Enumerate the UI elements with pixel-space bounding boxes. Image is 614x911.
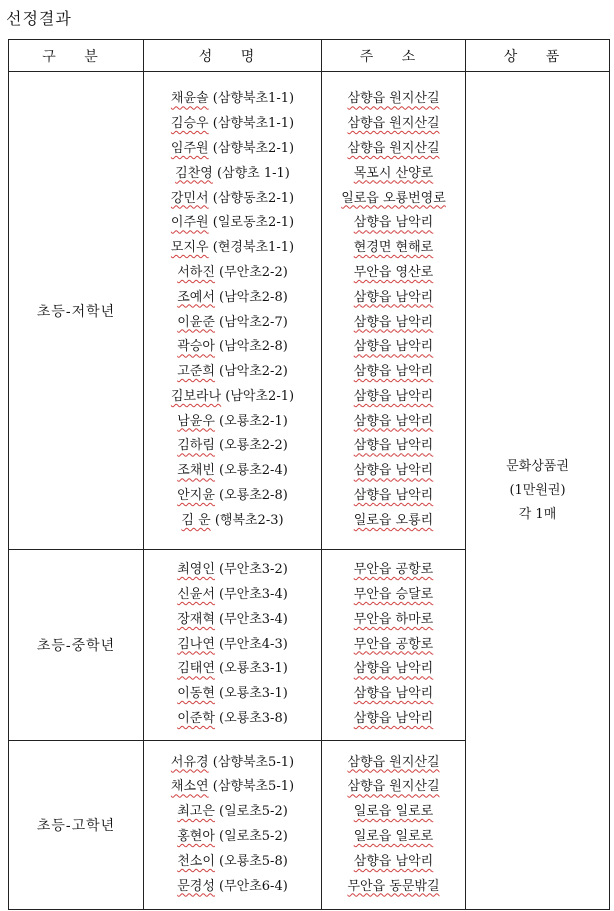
student-entry (144, 682, 321, 707)
address-entry (322, 360, 465, 385)
address-entry (322, 236, 465, 261)
address-entry (322, 825, 465, 850)
student-name: 김 운 (181, 512, 211, 528)
address-entry (322, 261, 465, 286)
student-name: 김하림 (177, 438, 215, 454)
student-address: 삼향읍 남악리 (353, 314, 434, 330)
student-address: 일로읍 오룡리 (353, 512, 434, 528)
student-address: 무안읍 승달로 (353, 587, 434, 602)
address-entry (322, 850, 465, 875)
student-address: 일로읍 일로로 (353, 829, 434, 844)
student-entry (144, 875, 321, 900)
student-address: 삼향읍 원지산길 (347, 140, 440, 156)
student-address: 삼향읍 원지산길 (347, 116, 440, 132)
student-name: 김보라나 (170, 388, 222, 404)
student-address: 삼향읍 남악리 (353, 463, 434, 479)
student-name: 남윤우 (177, 413, 215, 429)
student-entry (144, 360, 321, 385)
student-school: (삼향초 1-1) (216, 165, 290, 181)
address-entry (322, 484, 465, 509)
student-school: (남악초2-1) (225, 388, 295, 404)
address-entry (322, 335, 465, 360)
group-row-lower (9, 72, 610, 550)
student-entry (144, 261, 321, 286)
student-entry (144, 825, 321, 850)
student-name: 채윤솔 (170, 91, 209, 107)
address-entry (322, 187, 465, 212)
student-school: (삼향북초2-1) (212, 140, 295, 156)
prize-line-3: 각 1매 (518, 506, 557, 522)
student-address: 일로읍 일로로 (353, 804, 434, 820)
student-school: (일로초5-2) (219, 804, 288, 820)
student-entry (144, 410, 321, 435)
student-entry (144, 434, 321, 459)
student-name: 서유경 (170, 754, 209, 770)
student-entry (144, 286, 321, 311)
student-school: (삼향북초5-1) (212, 754, 295, 770)
prize-cell (466, 72, 610, 910)
student-address: 삼향읍 남악리 (353, 438, 434, 454)
student-school: (현경북초1-1) (212, 240, 295, 256)
student-school: (행복초2-3) (214, 512, 284, 528)
student-address: 일로읍 오룡번영로 (341, 190, 446, 206)
address-entry (322, 509, 465, 534)
header-row (9, 40, 610, 72)
address-cell (322, 550, 466, 741)
student-entry (144, 509, 321, 534)
student-entry (144, 137, 321, 162)
address-entry (322, 657, 465, 682)
student-school: (남악초2-8) (219, 289, 288, 305)
student-address: 무안읍 공항로 (353, 562, 434, 578)
category-cell: 초등-저학년 (9, 72, 144, 550)
student-school: (남악초2-2) (219, 364, 288, 380)
student-name: 조예서 (177, 289, 215, 305)
student-school: (오룡초2-4) (219, 463, 288, 479)
student-name: 최고은 (177, 804, 215, 820)
student-address: 삼향읍 원지산길 (347, 779, 440, 795)
address-entry (322, 286, 465, 311)
student-school: (무안초3-4) (219, 587, 288, 602)
address-entry (322, 751, 465, 776)
student-address: 목포시 산양로 (353, 165, 434, 181)
student-name: 안지윤 (177, 488, 215, 504)
student-name: 모지우 (170, 240, 209, 256)
student-school: (오룡초3-1) (219, 661, 288, 677)
address-entry (322, 707, 465, 732)
student-address: 무안읍 영산로 (353, 264, 434, 280)
page-title: 선정결과 (6, 9, 72, 28)
student-address: 삼향읍 남악리 (353, 853, 434, 869)
student-address: 삼향읍 남악리 (353, 710, 434, 726)
student-entry (144, 751, 321, 776)
student-entry (144, 583, 321, 608)
student-school: (남악초2-7) (219, 314, 288, 330)
student-address: 삼향읍 남악리 (353, 661, 434, 677)
header-prize: 상 품 (466, 40, 610, 72)
student-entry (144, 707, 321, 732)
student-address: 삼향읍 남악리 (353, 339, 434, 355)
student-name: 김찬영 (175, 165, 213, 181)
student-name: 곽승아 (177, 339, 215, 355)
address-cell (322, 72, 466, 550)
student-entry (144, 162, 321, 187)
address-entry (322, 775, 465, 800)
address-entry (322, 211, 465, 236)
student-school: (일로동초2-1) (212, 215, 295, 231)
address-entry (322, 137, 465, 162)
student-address: 삼향읍 남악리 (353, 215, 434, 231)
address-entry (322, 459, 465, 484)
student-address: 무안읍 하마로 (353, 611, 434, 627)
student-entry (144, 633, 321, 658)
student-entry (144, 211, 321, 236)
student-school: (남악초2-8) (219, 339, 288, 355)
student-name: 신윤서 (177, 587, 215, 602)
student-address: 현경면 현해로 (353, 240, 434, 256)
address-entry (322, 583, 465, 608)
prize-line-2: (1만원권) (509, 482, 566, 498)
address-entry (322, 87, 465, 112)
student-school: (오룡초3-8) (219, 710, 288, 726)
student-name: 천소이 (177, 853, 215, 869)
address-entry (322, 633, 465, 658)
student-name: 고준희 (177, 364, 215, 380)
student-address: 삼향읍 원지산길 (347, 754, 440, 770)
student-school: (무안초4-3) (219, 636, 288, 652)
student-school: (삼향북초5-1) (212, 779, 295, 795)
student-address: 삼향읍 원지산길 (347, 91, 440, 107)
student-entry (144, 800, 321, 825)
student-address: 삼향읍 남악리 (353, 413, 434, 429)
address-cell (322, 741, 466, 910)
student-address: 삼향읍 남악리 (353, 388, 434, 404)
student-entry (144, 608, 321, 633)
student-school: (오룡초3-1) (219, 686, 288, 702)
address-entry (322, 682, 465, 707)
student-name: 이윤준 (177, 314, 215, 330)
student-address: 무안읍 공항로 (353, 636, 434, 652)
student-name: 김승우 (170, 116, 209, 132)
student-entry (144, 311, 321, 336)
student-entry (144, 87, 321, 112)
category-cell: 초등-고학년 (9, 741, 144, 910)
student-address: 무안읍 동문밖길 (347, 878, 440, 894)
student-entry (144, 558, 321, 583)
category-cell: 초등-중학년 (9, 550, 144, 741)
student-address: 삼향읍 남악리 (353, 289, 434, 305)
student-entry (144, 657, 321, 682)
student-school: (무안초6-4) (219, 878, 288, 894)
student-school: (오룡초2-1) (219, 413, 288, 429)
address-entry (322, 608, 465, 633)
address-entry (322, 385, 465, 410)
header-address: 주 소 (322, 40, 466, 72)
student-name: 채소연 (170, 779, 209, 795)
student-name: 이준학 (177, 710, 215, 726)
student-school: (오룡초5-8) (219, 853, 288, 869)
student-school: (삼향동초2-1) (212, 190, 295, 206)
address-entry (322, 410, 465, 435)
student-school: (삼향북초1-1) (212, 91, 295, 107)
student-name: 이동현 (177, 686, 215, 702)
name-cell (144, 741, 322, 910)
student-address: 삼향읍 남악리 (353, 686, 434, 702)
address-entry (322, 162, 465, 187)
student-name: 조채빈 (177, 463, 215, 479)
header-category: 구 분 (9, 40, 144, 72)
student-entry (144, 112, 321, 137)
student-school: (삼향북초1-1) (212, 116, 295, 132)
student-school: (일로초5-2) (219, 829, 288, 844)
student-school: (무안초3-2) (219, 562, 288, 578)
prize-line-1: 문화상품권 (506, 458, 569, 474)
address-entry (322, 434, 465, 459)
address-entry (322, 112, 465, 137)
student-entry (144, 335, 321, 360)
student-name: 홍현아 (177, 829, 215, 844)
address-entry (322, 800, 465, 825)
student-name: 장재혁 (177, 611, 215, 627)
student-address: 삼향읍 남악리 (353, 364, 434, 380)
student-school: (무안초3-4) (219, 611, 288, 627)
student-entry (144, 187, 321, 212)
address-entry (322, 875, 465, 900)
student-name: 임주원 (170, 140, 209, 156)
student-name: 이주원 (170, 215, 209, 231)
student-entry (144, 236, 321, 261)
student-name: 김태연 (177, 661, 215, 677)
student-school: (오룡초2-2) (219, 438, 288, 454)
student-school: (무안초2-2) (219, 264, 288, 280)
student-school: (오룡초2-8) (219, 488, 288, 504)
student-entry (144, 484, 321, 509)
student-entry (144, 775, 321, 800)
address-entry (322, 311, 465, 336)
student-name: 강민서 (170, 190, 209, 206)
student-name: 문경성 (177, 878, 215, 894)
student-name: 서하진 (177, 264, 215, 280)
student-name: 최영인 (177, 562, 215, 578)
student-entry (144, 459, 321, 484)
header-name: 성 명 (144, 40, 322, 72)
name-cell (144, 550, 322, 741)
student-entry (144, 385, 321, 410)
student-address: 삼향읍 남악리 (353, 488, 434, 504)
student-entry (144, 850, 321, 875)
results-table (8, 39, 610, 910)
address-entry (322, 558, 465, 583)
name-cell (144, 72, 322, 550)
student-name: 김나연 (177, 636, 215, 652)
